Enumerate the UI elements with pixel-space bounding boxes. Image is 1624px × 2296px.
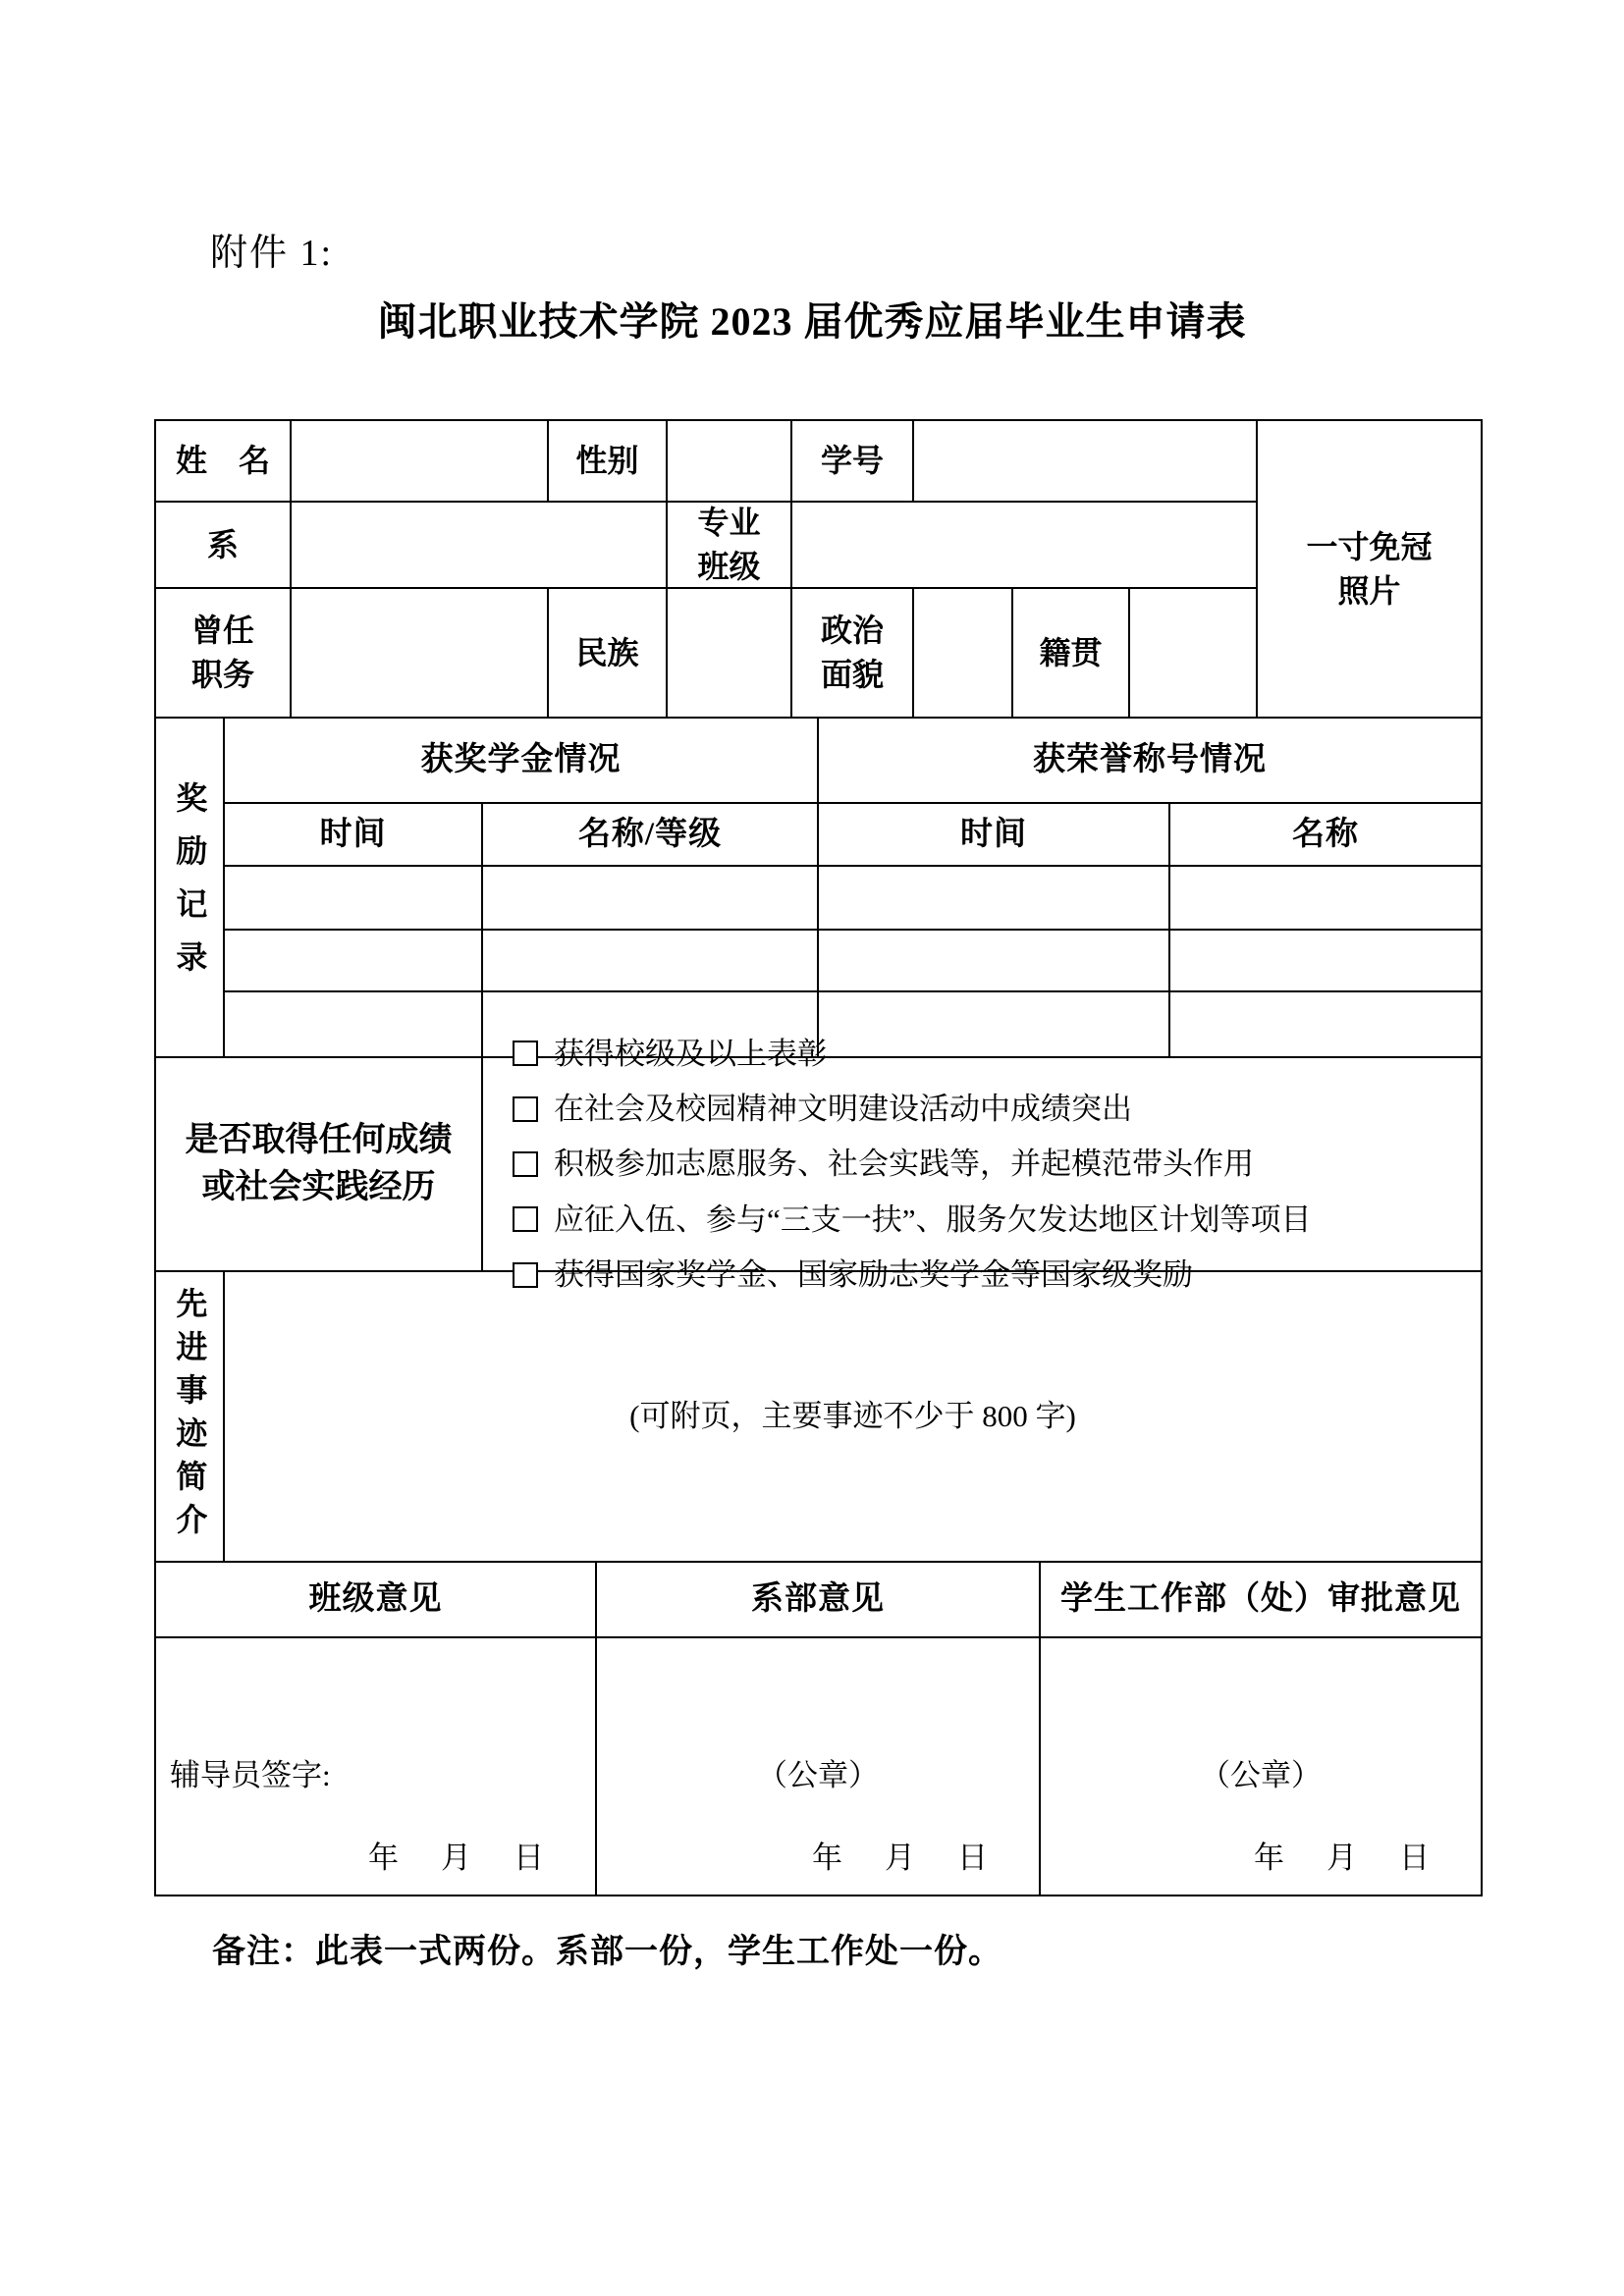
class-opinion-header: 班级意见: [156, 1563, 597, 1638]
date-placeholder: 年 月 日: [368, 1840, 550, 1875]
department-value-cell[interactable]: [292, 503, 668, 589]
checkbox-option-label: 应征入伍、参与“三支一扶”、服务欠发达地区计划等项目: [554, 1201, 1312, 1237]
honor-name-cell[interactable]: [1170, 992, 1483, 1058]
counselor-signature-label: 辅导员签字:: [170, 1758, 331, 1792]
honor-time-cell[interactable]: [819, 931, 1170, 992]
date-placeholder: 年 月 日: [1254, 1840, 1435, 1875]
class-opinion-cell[interactable]: [156, 1638, 597, 1896]
checkbox-option-label: 积极参加志愿服务、社会实践等，并起模范带头作用: [554, 1147, 1254, 1182]
page-title: 闽北职业技术学院 2023 届优秀应届毕业生申请表: [377, 299, 1247, 344]
checkbox-option[interactable]: [513, 1088, 1132, 1130]
major-class-value-cell[interactable]: [792, 503, 1258, 589]
scholarship-time-header: 时间: [225, 804, 483, 867]
honor-time-cell[interactable]: [819, 867, 1170, 931]
award-record-section-label: 奖励记录: [156, 719, 225, 1058]
gender-value-cell[interactable]: [668, 421, 792, 503]
deeds-section-label: 先进事迹简介: [156, 1272, 225, 1563]
political-status-value-cell[interactable]: [914, 589, 1013, 719]
student-id-label: 学号: [792, 421, 914, 503]
major-class-label: 专业 班级: [668, 503, 792, 589]
scholarship-name-cell[interactable]: [483, 867, 819, 931]
scholarship-name-cell[interactable]: [483, 931, 819, 992]
student-affairs-header: 学生工作部（处）审批意见: [1041, 1563, 1483, 1638]
name-value-cell[interactable]: [292, 421, 549, 503]
official-seal-placeholder: （公章）: [1200, 1758, 1322, 1792]
achievements-options: [483, 1036, 1483, 1293]
department-label: 系: [156, 503, 292, 589]
attachment-label: 附件 1:: [210, 233, 334, 274]
scholarship-header: 获奖学金情况: [225, 719, 819, 804]
ethnicity-label: 民族: [549, 589, 668, 719]
checkbox-icon[interactable]: [513, 1041, 538, 1066]
scholarship-time-cell[interactable]: [225, 931, 483, 992]
honor-header: 获荣誉称号情况: [819, 719, 1483, 804]
scholarship-time-cell[interactable]: [225, 992, 483, 1058]
checkbox-option-label: 获得校级及以上表彰: [554, 1036, 828, 1071]
student-affairs-cell[interactable]: [1041, 1638, 1483, 1896]
gender-label: 性别: [549, 421, 668, 503]
deeds-placeholder: (可附页，主要事迹不少于 800 字): [629, 1399, 1076, 1434]
checkbox-option[interactable]: [513, 1199, 1312, 1241]
deeds-content-cell[interactable]: [225, 1272, 1483, 1563]
official-seal-placeholder: （公章）: [757, 1758, 879, 1792]
political-status-label: 政治 面貌: [792, 589, 914, 719]
scholarship-time-cell[interactable]: [225, 867, 483, 931]
checkbox-icon[interactable]: [513, 1151, 538, 1177]
checkbox-icon[interactable]: [513, 1096, 538, 1122]
department-opinion-header: 系部意见: [597, 1563, 1041, 1638]
honor-name-cell[interactable]: [1170, 931, 1483, 992]
honor-name-header: 名称: [1170, 804, 1483, 867]
honor-name-cell[interactable]: [1170, 867, 1483, 931]
application-form: [154, 419, 1483, 1896]
department-opinion-cell[interactable]: [597, 1638, 1041, 1896]
achievements-label: 是否取得任何成绩 或社会实践经历: [156, 1058, 483, 1272]
native-place-value-cell[interactable]: [1130, 589, 1258, 719]
checkbox-option-label: 在社会及校园精神文明建设活动中成绩突出: [554, 1091, 1132, 1126]
former-position-label: 曾任 职务: [156, 589, 292, 719]
native-place-label: 籍贯: [1013, 589, 1130, 719]
checkbox-icon[interactable]: [513, 1206, 538, 1232]
checkbox-option-label: 获得国家奖学金、国家励志奖学金等国家级奖励: [554, 1257, 1193, 1293]
footer-note: 备注：此表一式两份。系部一份，学生工作处一份。: [212, 1934, 1002, 1970]
photo-placeholder: 一寸免冠 照片: [1258, 421, 1483, 719]
date-placeholder: 年 月 日: [812, 1840, 994, 1875]
honor-time-cell[interactable]: [819, 992, 1170, 1058]
name-label: 姓 名: [156, 421, 292, 503]
former-position-value-cell[interactable]: [292, 589, 549, 719]
checkbox-option[interactable]: [513, 1033, 828, 1075]
scholarship-name-header: 名称/等级: [483, 804, 819, 867]
ethnicity-value-cell[interactable]: [668, 589, 792, 719]
checkbox-option[interactable]: [513, 1143, 1254, 1185]
student-id-value-cell[interactable]: [914, 421, 1258, 503]
honor-time-header: 时间: [819, 804, 1170, 867]
